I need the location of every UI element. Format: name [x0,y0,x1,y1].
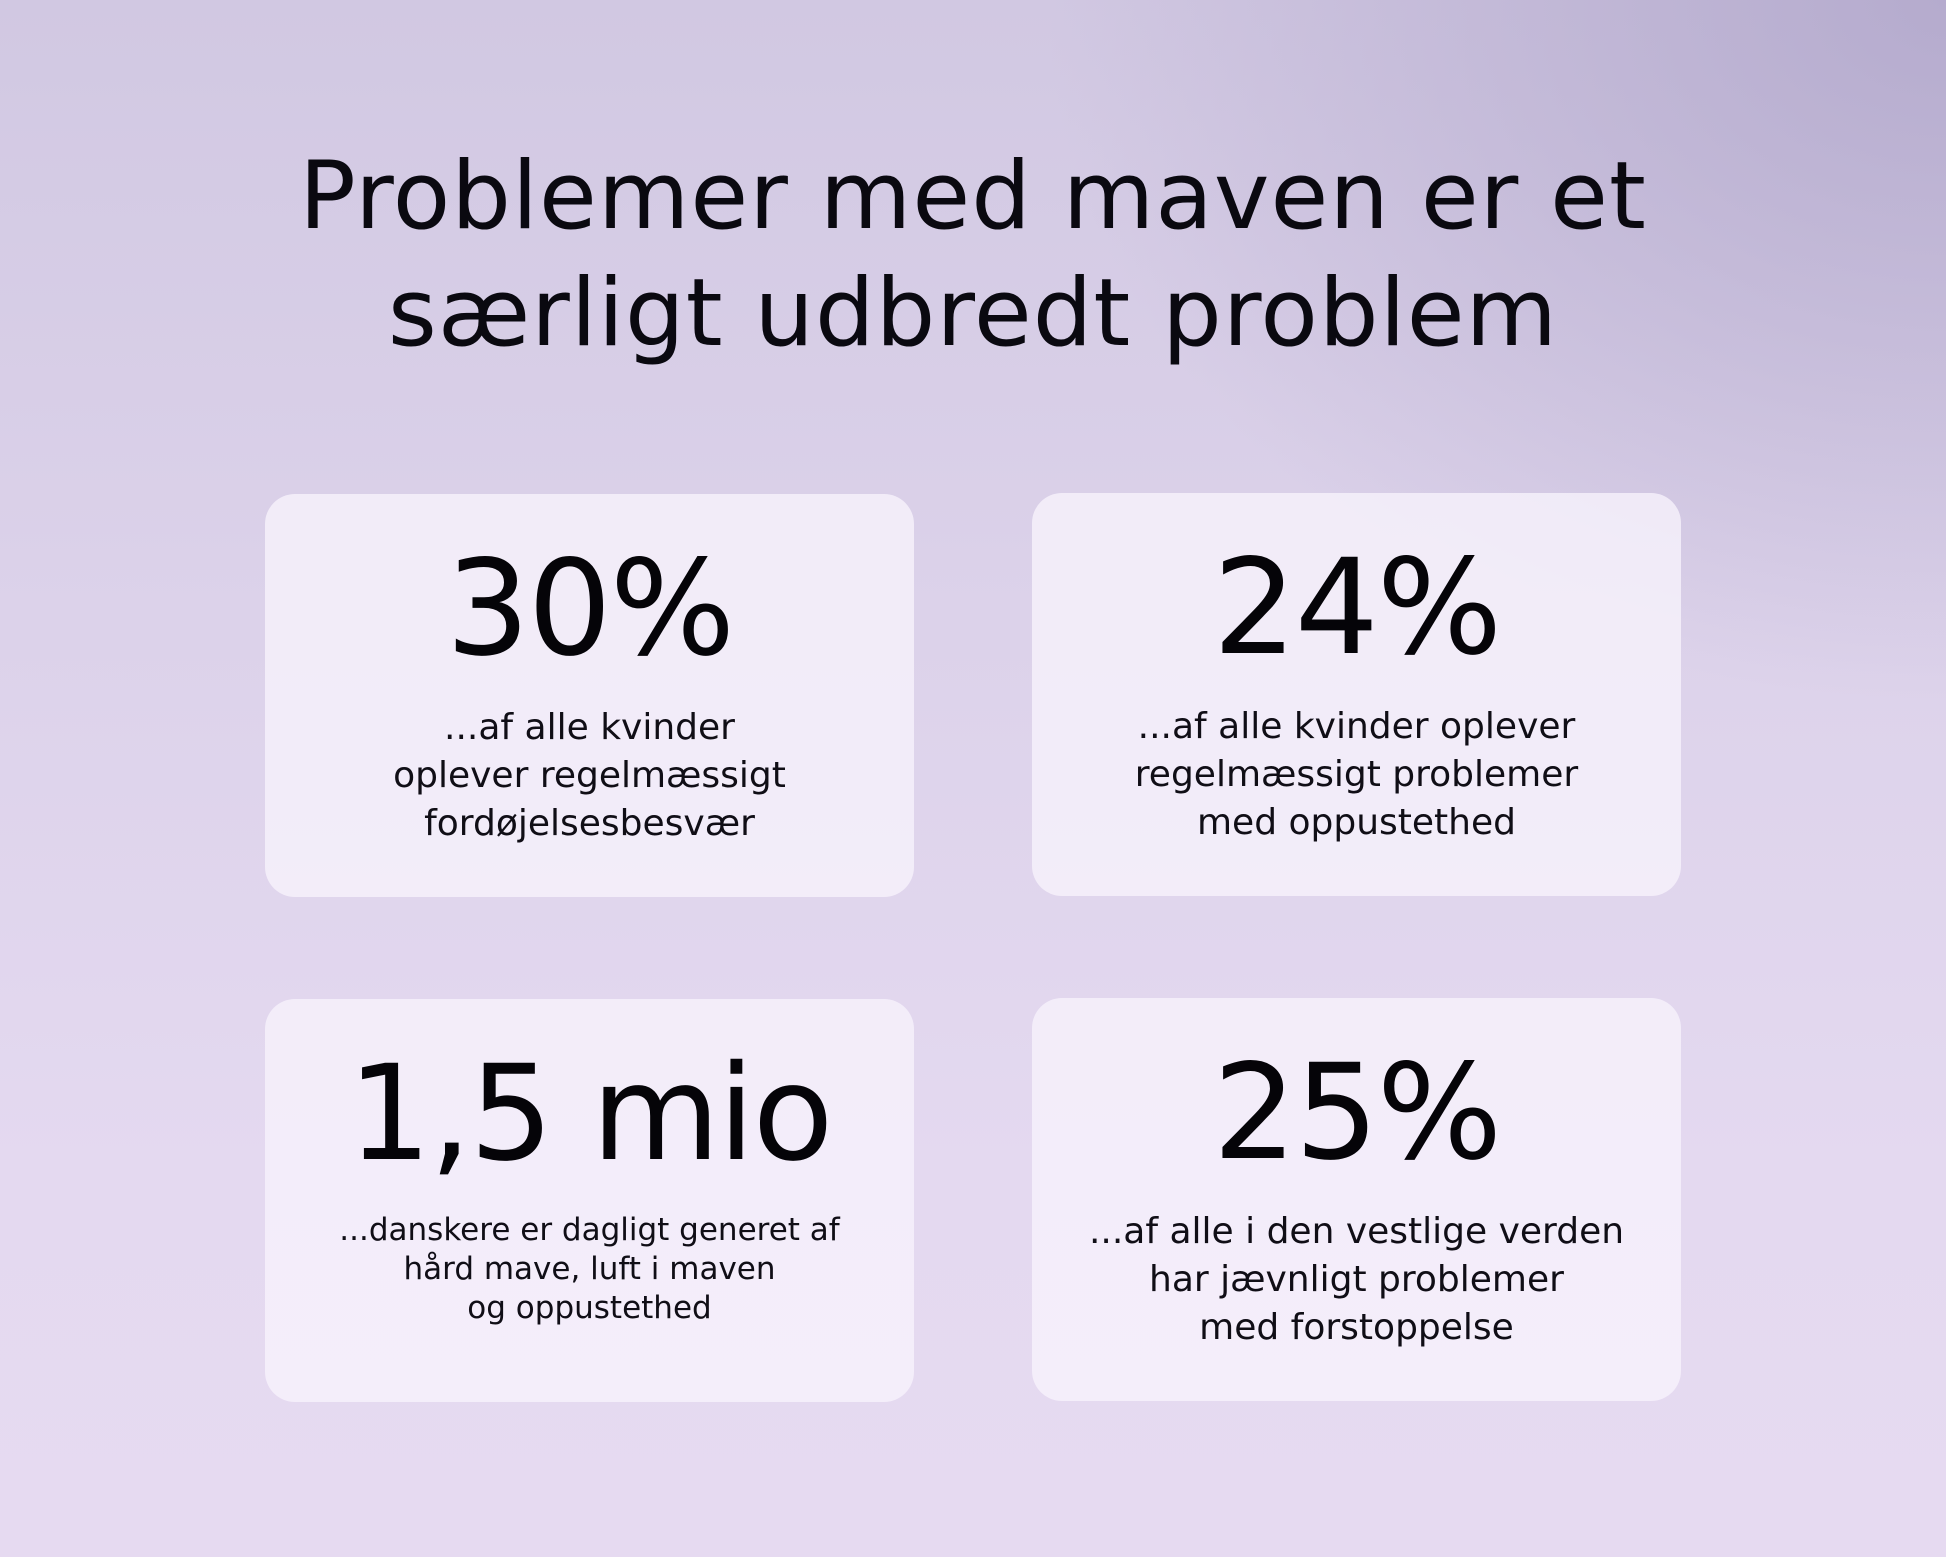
page-title-line-2: særligt udbredt problem [387,259,1559,368]
stat-card-women-digestion [265,494,914,897]
stat-card-western-constipation [1032,998,1681,1401]
stat-description: ...af alle i den vestlige verden har jævnligt problemer med forstoppelse [1088,1211,1625,1348]
stat-description: ...af alle kvinder oplever regelmæssigt fordøjelsesbesvær [393,707,786,844]
page-title-line-1: Problemer med maven er et [299,142,1647,251]
stat-value: 24% [1212,531,1501,685]
stat-description: ...af alle kvinder oplever regelmæssigt problemer med oppustethed [1134,706,1579,843]
stat-card-danes-daily [265,999,914,1402]
stat-value: 30% [445,532,734,686]
stat-value: 25% [1212,1036,1501,1190]
stat-card-women-bloating [1032,493,1681,896]
stat-value: 1,5 mio [347,1037,832,1191]
stat-description: ...danskere er dagligt generet af hård mave, luft i maven og oppustethed [339,1212,840,1326]
page-title [0,138,1946,372]
